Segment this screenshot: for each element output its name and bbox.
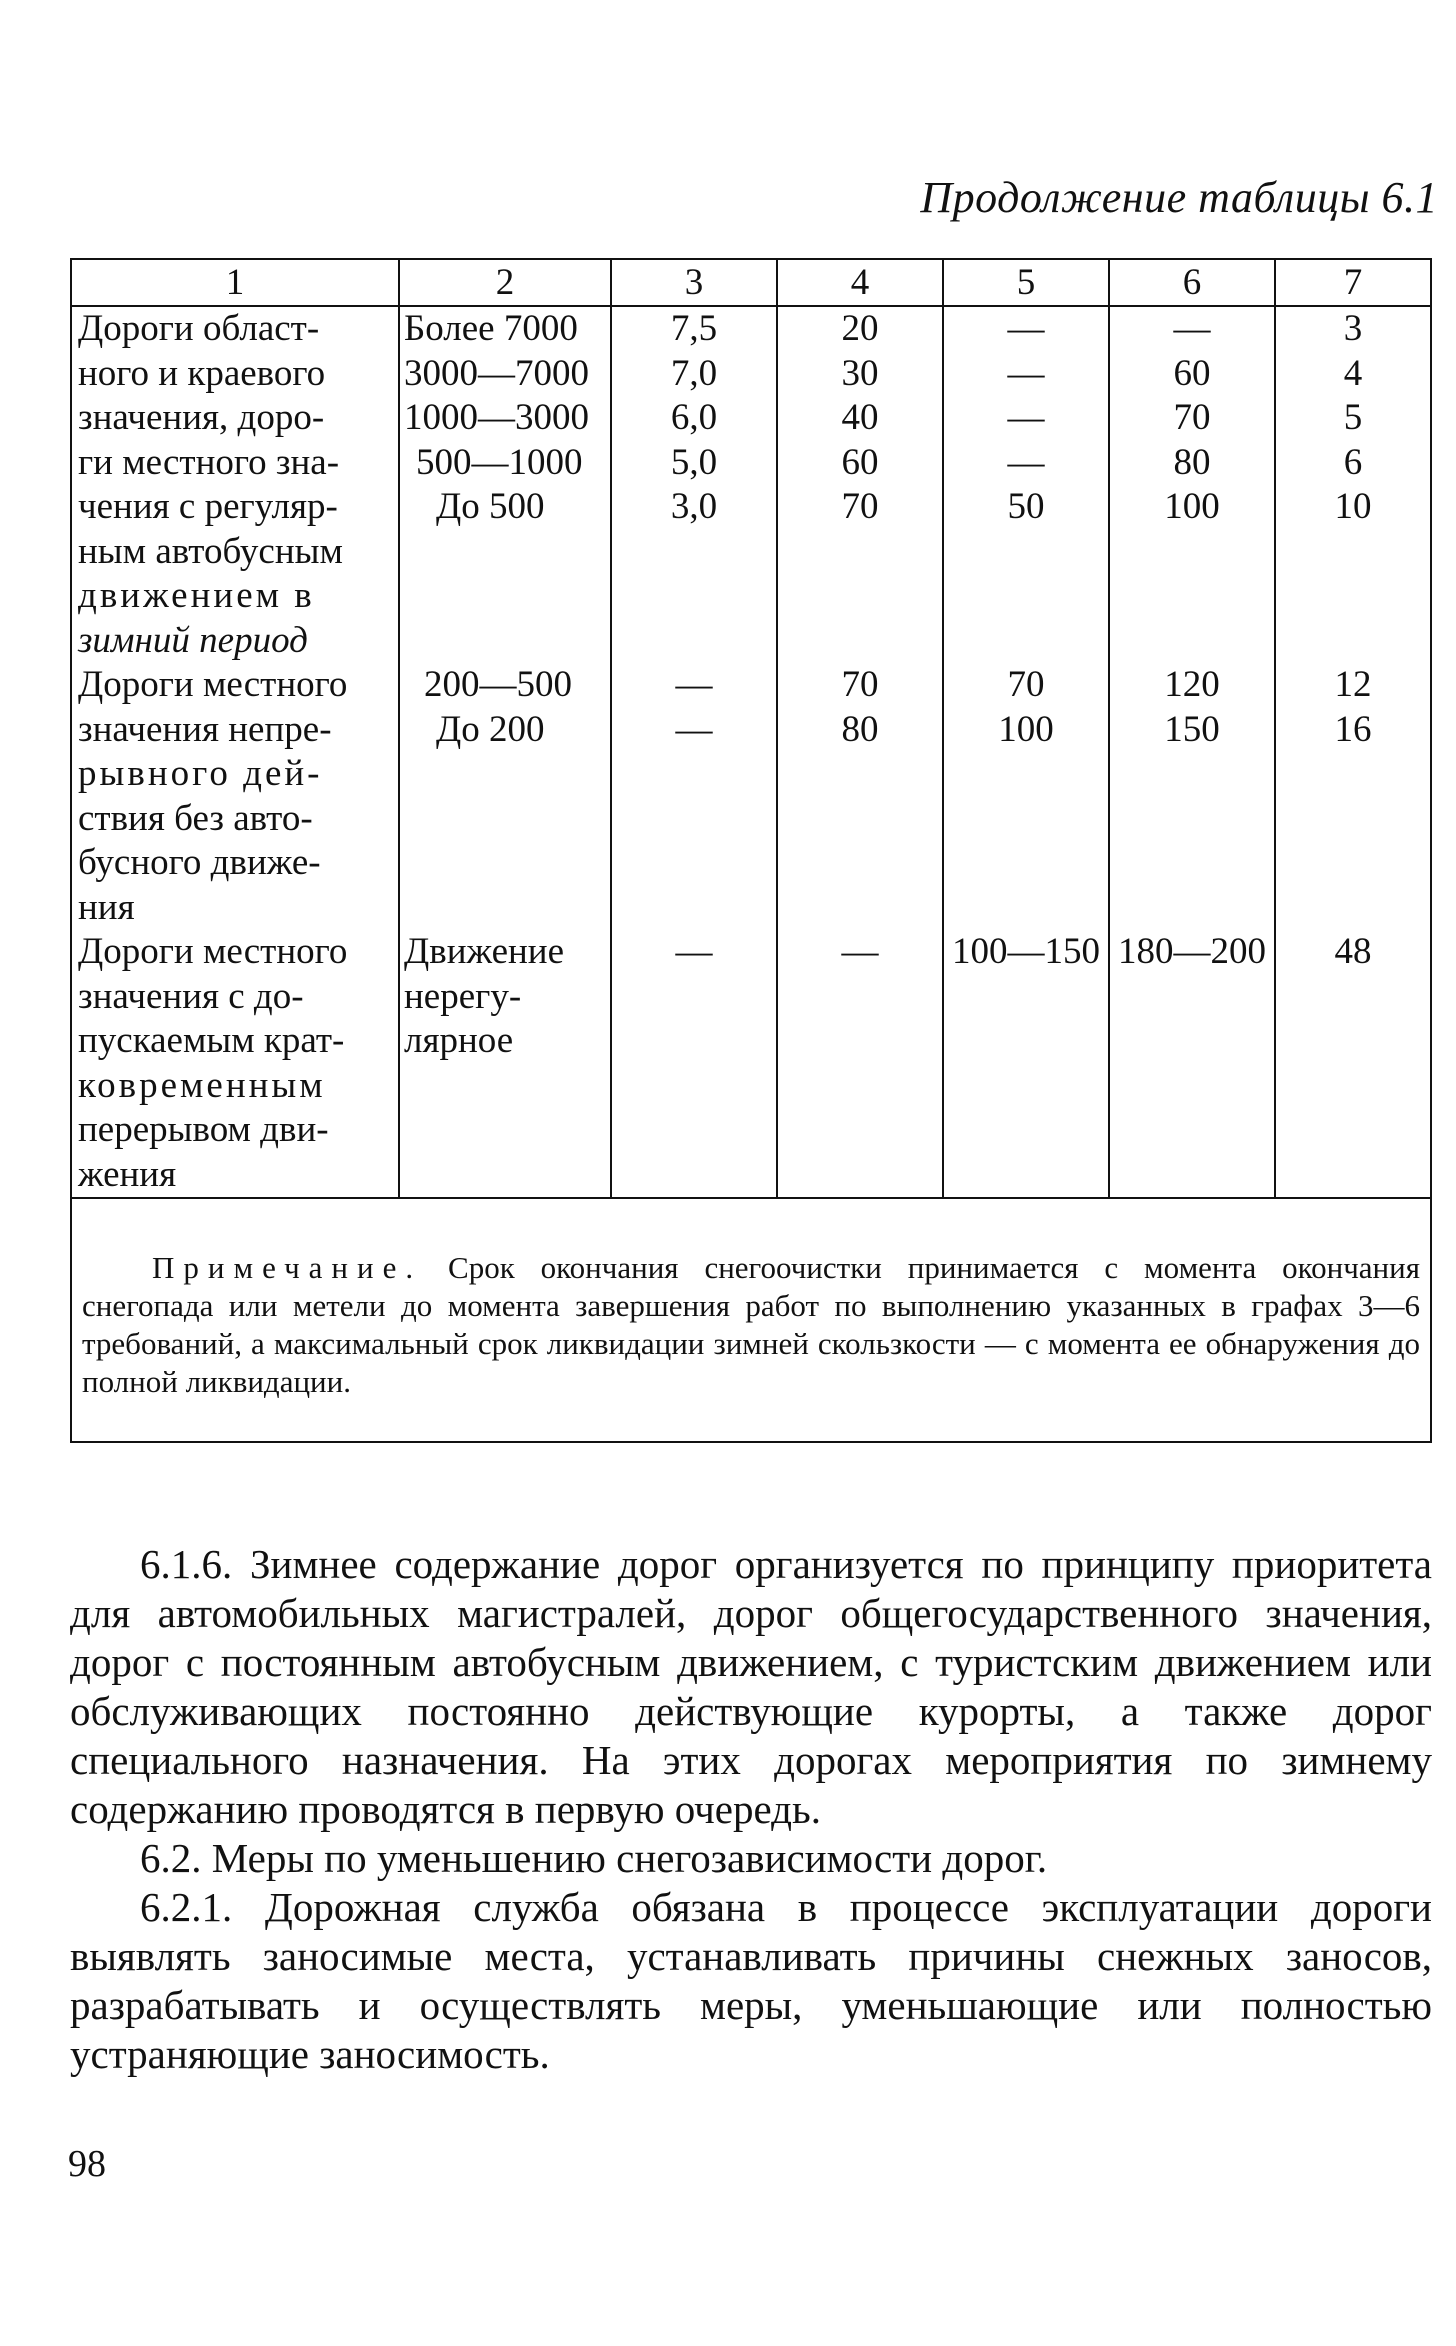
cell-value: 7,5 — [670, 308, 718, 349]
winter-maintenance-table — [70, 258, 1430, 1443]
cell-value: 5 — [1343, 397, 1363, 438]
col4-cell — [777, 306, 943, 663]
cell-value: 48 — [1334, 931, 1372, 972]
cell-value: 5,0 — [670, 441, 718, 483]
cell-value: 3000—7000 — [404, 352, 589, 394]
cell-value: 10 — [1334, 486, 1372, 527]
cell-value: До 200 — [436, 708, 545, 750]
cell-value: — — [675, 708, 713, 750]
cell-value: 50 — [1007, 486, 1045, 527]
table-caption: Продолжение таблицы 6.1 — [920, 173, 1438, 222]
col-header: 1 — [71, 259, 399, 306]
cell-value: 180—200 — [1118, 931, 1266, 972]
description-line: Дороги местного — [78, 931, 348, 972]
table-row — [71, 306, 1431, 663]
description-line: ги местного зна- — [78, 441, 340, 483]
col4-cell — [777, 663, 943, 930]
cell-value: 20 — [841, 308, 879, 349]
cell-value: — — [1173, 308, 1211, 349]
traffic-cell — [399, 930, 611, 1198]
cell-value: 70 — [1173, 397, 1211, 438]
col-header: 2 — [399, 259, 611, 306]
cell-value: — — [675, 664, 713, 705]
cell-value: 30 — [841, 352, 879, 394]
cell-value: — — [675, 931, 713, 972]
description-line: ного и краевого — [78, 352, 326, 394]
cell-value: 12 — [1334, 664, 1372, 705]
col-header: 6 — [1109, 259, 1275, 306]
cell-value: 1000—3000 — [404, 397, 589, 438]
description-line: бусного движе- — [78, 842, 321, 883]
cell-value: До 500 — [436, 486, 545, 527]
col6-cell — [1109, 663, 1275, 930]
cell-value: 100—150 — [952, 931, 1100, 972]
col3-cell — [611, 306, 777, 663]
table-note-row — [71, 1198, 1431, 1442]
col-header: 7 — [1275, 259, 1431, 306]
cell-value: 500—1000 — [416, 441, 583, 483]
cell-value: 70 — [841, 486, 879, 527]
cell-value: 80 — [841, 708, 879, 750]
col3-cell — [611, 663, 777, 930]
col5-cell — [943, 663, 1109, 930]
col-header: 5 — [943, 259, 1109, 306]
cell-value: 40 — [841, 397, 879, 438]
road-category-cell — [71, 306, 399, 663]
paragraph: 6.2.1. Дорожная служба обязана в процессе эксплуатации дороги выявлять заносимые места, устанавливать причины снежных заносов, разрабатывать и осуществлять меры, уменьшающие или полностью устраняющие заносимость. — [70, 1884, 1432, 2077]
description-line: ствия без авто- — [78, 797, 313, 839]
description-line: ковременным — [78, 1064, 326, 1106]
col4-cell — [777, 930, 943, 1198]
road-category-cell — [71, 930, 399, 1198]
col7-cell — [1275, 930, 1431, 1198]
description-line: Дороги област- — [78, 308, 320, 349]
description-line: значения с до- — [78, 975, 304, 1017]
cell-value: 70 — [841, 664, 879, 705]
col7-cell — [1275, 306, 1431, 663]
cell-value: 60 — [1173, 352, 1211, 394]
col6-cell — [1109, 306, 1275, 663]
cell-value: 7,0 — [670, 352, 718, 394]
col5-cell — [943, 306, 1109, 663]
cell-value: 3 — [1343, 308, 1363, 349]
note-label: Примечание. — [152, 1250, 423, 1285]
cell-value: 60 — [841, 441, 879, 483]
description-line: ным автобусным — [78, 530, 343, 572]
cell-value: 4 — [1343, 352, 1363, 394]
description-line: зимний период — [78, 619, 308, 661]
note-text: Срок окончания снегоочистки принимается с момента окончания снегопада или метели до момента завершения работ по выполнению указанных в графах 3—6 требований, а максимальный срок ликвидации зимней скользкости — с момента ее обнаружения до полной ликвидации. — [82, 1250, 1420, 1399]
table-header-row — [71, 259, 1431, 306]
col7-cell — [1275, 663, 1431, 930]
cell-value: 150 — [1164, 708, 1220, 750]
cell-value: 6 — [1343, 441, 1363, 483]
cell-value: — — [1007, 397, 1045, 438]
description-line: значения непре- — [78, 708, 332, 750]
cell-value: 6,0 — [670, 397, 718, 438]
cell-value: — — [1007, 352, 1045, 394]
cell-value: 70 — [1007, 664, 1045, 705]
paragraph: 6.1.6. Зимнее содержание дорог организуется по принципу приоритета для автомобильных магистралей, дорог общегосударственного значения, дорог с постоянным автобусным движением, с туристским движением или обслуживающих постоянно действующие курорты, а также дорог специального назначения. На этих дорогах мероприятия по зимнему содержанию проводятся в первую очередь. — [70, 1541, 1432, 1832]
description-line: жения — [78, 1153, 177, 1195]
cell-value: Движение нерегу-лярное — [404, 931, 565, 1061]
table-row — [71, 930, 1431, 1198]
description-line: движением в — [78, 575, 315, 616]
traffic-cell — [399, 306, 611, 663]
cell-value: — — [841, 931, 879, 972]
col5-cell — [943, 930, 1109, 1198]
description-line: пускаемым крат- — [78, 1020, 345, 1061]
section-heading: 6.2. Меры по уменьшению снегозависимости дорог. — [140, 1835, 1048, 1881]
description-line: ния — [78, 886, 135, 928]
cell-value: — — [1007, 441, 1045, 483]
cell-value: Более 7000 — [404, 308, 578, 349]
cell-value: 16 — [1334, 708, 1372, 750]
col3-cell — [611, 930, 777, 1198]
traffic-cell — [399, 663, 611, 930]
cell-value: 80 — [1173, 441, 1211, 483]
description-line: значения, доро- — [78, 397, 325, 438]
description-line: рывного дей- — [78, 753, 323, 794]
body-text — [70, 1540, 1432, 2079]
cell-value: 200—500 — [424, 664, 572, 705]
col6-cell — [1109, 930, 1275, 1198]
table-note — [71, 1198, 1431, 1442]
cell-value: — — [1007, 308, 1045, 349]
page-number: 98 — [68, 2143, 106, 2185]
cell-value: 120 — [1164, 664, 1220, 705]
cell-value: 100 — [1164, 486, 1220, 527]
cell-value: 3,0 — [670, 486, 718, 527]
road-category-cell — [71, 663, 399, 930]
col-header: 4 — [777, 259, 943, 306]
description-line: Дороги местного — [78, 664, 348, 705]
description-line: чения с регуляр- — [78, 486, 338, 527]
cell-value: 100 — [998, 708, 1054, 750]
description-line: перерывом дви- — [78, 1109, 329, 1150]
col-header: 3 — [611, 259, 777, 306]
table-row — [71, 663, 1431, 930]
